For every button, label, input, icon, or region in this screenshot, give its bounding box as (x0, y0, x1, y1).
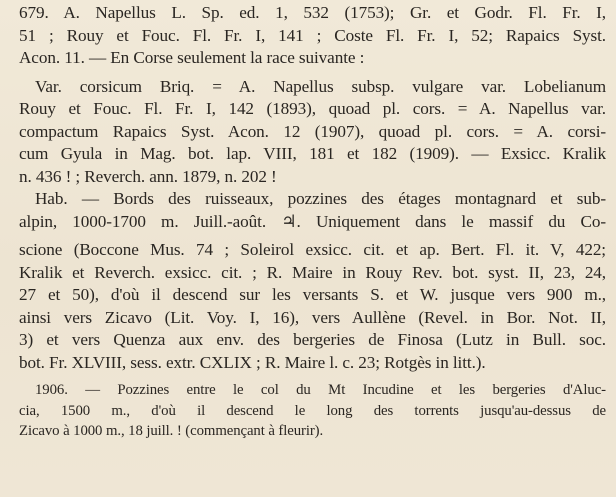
habitat-line-1: Hab. — Bords des ruisseaux, pozzines des étages montagnard et sub- (35, 189, 606, 208)
note-paragraph (19, 380, 606, 442)
note-line-3: Zicavo à 1000 m., 18 juill. ! (commençant à fleurir). (19, 423, 324, 439)
variety-line-3: compactum Rapaics Syst. Acon. 12 (1907), quoad pl. cors. = A. corsi- (19, 121, 606, 141)
entry-line-1: 679. A. Napellus L. Sp. ed. 1, 532 (1753); Gr. et Godr. Fl. Fr. I, (19, 3, 606, 22)
variety-line-5: n. 436 ! ; Reverch. ann. 1879, n. 202 ! (19, 166, 277, 186)
variety-line-4: cum Gyula in Mag. bot. lap. VIII, 181 et 182 (1909). — Exsicc. Kralik (19, 144, 606, 163)
species-entry (19, 2, 606, 70)
habitat-line-8: bot. Fr. XLVIII, sess. extr. CXLIX ; R. Maire l. c. 23; Rotgès in litt.). (19, 352, 486, 372)
entry-line-3: Acon. 11. — En Corse seulement la race suivante : (19, 48, 365, 67)
habitat-line-5: 27 et 50), d'où il descend sur les versants S. et W. jusque vers 900 m., (19, 285, 606, 304)
note-line-2: cia, 1500 m., d'où il descend le long des torrents jusqu'au-dessus de (19, 402, 606, 419)
habitat-line-7: 3) et vers Quenza aux env. des bergeries de Finosa (Lutz in Bull. soc. (19, 330, 606, 349)
habitat-line-4: Kralik et Reverch. exsicc. cit. ; R. Maire in Rouy Rev. bot. syst. II, 23, 24, (19, 262, 606, 282)
variety-line-2: Rouy et Fouc. Fl. Fr. I, 142 (1893), quoad pl. cors. = A. Napellus var. (19, 99, 606, 118)
habitat-continuation (19, 211, 606, 375)
habitat-line-6: ainsi vers Zicavo (Lit. Voy. I, 16), vers Aullène (Revel. in Bor. Not. II, (19, 307, 606, 327)
entry-line-2: 51 ; Rouy et Fouc. Fl. Fr. I, 141 ; Coste Fl. Fr. I, 52; Rapaics Syst. (19, 25, 606, 45)
variety-continuation (19, 98, 606, 188)
variety-line-1: Var. corsicum Briq. = A. Napellus subsp. vulgare var. Lobelianum (35, 76, 606, 96)
variety-paragraph (19, 76, 606, 99)
habitat-line-3: scione (Boccone Mus. 74 ; Soleirol exsicc. cit. et ap. Bert. Fl. it. V, 422; (19, 240, 606, 259)
note-line-1: 1906. — Pozzines entre le col du Mt Incudine et les bergeries d'Aluc- (35, 382, 606, 398)
habitat-paragraph (19, 188, 606, 211)
habitat-line-2: alpin, 1000-1700 m. Juill.-août. ♃. Uniquement dans le massif du Co- (19, 211, 606, 231)
